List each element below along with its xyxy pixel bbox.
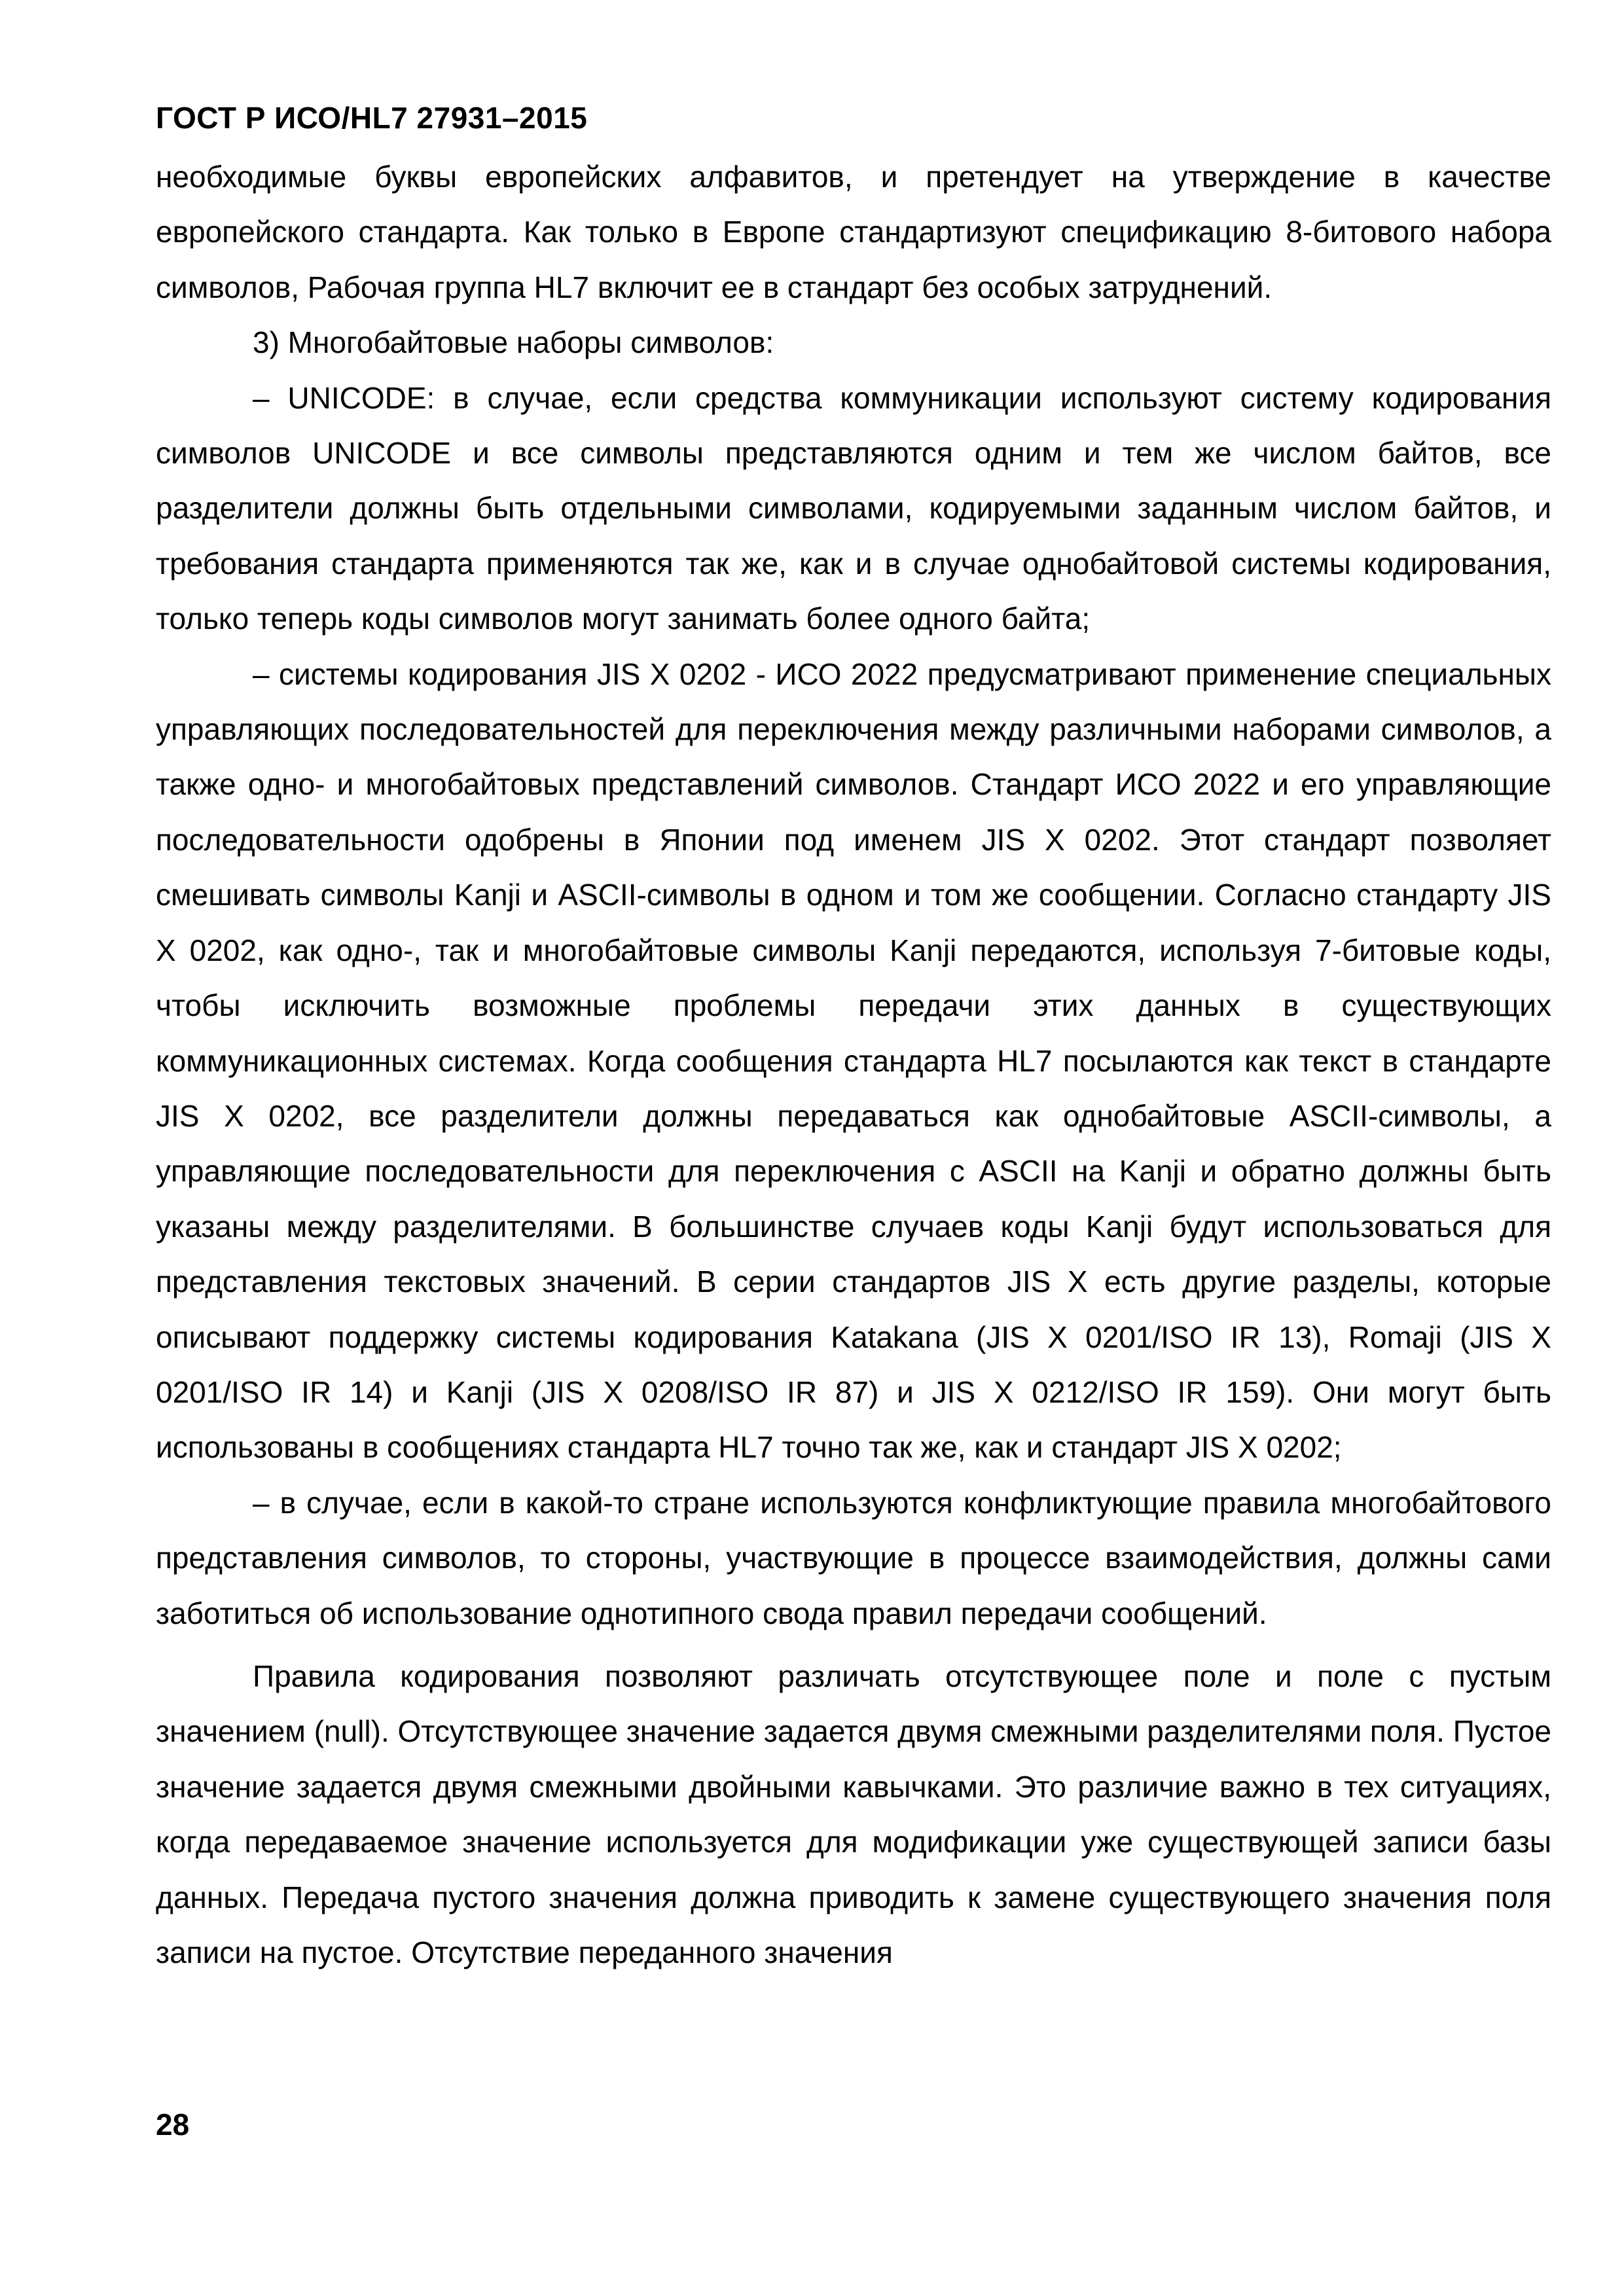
paragraph-conflicting-rules: – в случае, если в какой-то стране используются конфликтующие правила многобайтового представления символов, то стороны, участвующие в процессе взаимодействия, должны сами заботиться об использование однотипного свода правил передачи сообщений.	[156, 1485, 1551, 1630]
paragraph-null-values: Правила кодирования позволяют различать отсутствующее поле и поле с пустым значением (null). Отсутствующее значение задается двумя смежными разделителями поля. Пустое значение задается двумя смежными двойными кавычками. Это различие важно в тех ситуациях, когда передаваемое значение используется для модификации уже существующей записи базы данных. Передача пустого значения должна приводить к замене существующего значения поля записи на пустое. Отсутствие переданного значения	[156, 1659, 1551, 1969]
body-text	[156, 149, 1551, 1980]
paragraph-jis: – системы кодирования JIS X 0202 - ИСО 2022 предусматривают применение специальных управляющих последовательностей для переключения между различными наборами символов, а также одно- и многобайтовых представлений символов. Стандарт ИСО 2022 и его управляющие последовательности одобрены в Японии под именем JIS X 0202. Этот стандарт позволяет смешивать символы Kanji и ASCII-символы в одном и том же сообщении. Согласно стандарту JIS X 0202, как одно-, так и многобайтовые символы Kanji передаются, используя 7-битовые коды, чтобы исключить возможные проблемы передачи этих данных в существующих коммуникационных системах. Когда сообщения стандарта HL7 посылаются как текст в стандарте JIS X 0202, все разделители должны передаваться как однобайтовые ASCII-символы, а управляющие последовательности для переключения с ASCII на Kanji и обратно должны быть указаны между разделителями. В большинстве случаев коды Kanji будут использоваться для представления текстовых значений. В серии стандартов JIS X есть другие разделы, которые описывают поддержку системы кодирования Katakana (JIS X 0201/ISO IR 13), Romaji (JIS X 0201/ISO IR 14) и Kanji (JIS X 0208/ISO IR 87) и JIS X 0212/ISO IR 159). Они могут быть использованы в сообщениях стандарта HL7 точно так же, как и стандарт JIS X 0202;	[156, 656, 1551, 1465]
paragraph-unicode: – UNICODE: в случае, если средства коммуникации используют систему кодирования символов UNICODE и все символы представляются одним и тем же числом байтов, все разделители должны быть отдельными символами, кодируемыми заданным числом байтов, и требования стандарта применяются так же, как и в случае однобайтовой системы кодирования, только теперь коды символов могут занимать более одного байта;	[156, 380, 1551, 636]
document-header: ГОСТ Р ИСО/HL7 27931–2015	[156, 101, 588, 135]
paragraph-multibyte-heading: 3) Многобайтовые наборы символов:	[253, 325, 774, 360]
paragraph-continuation: необходимые буквы европейских алфавитов, и претендует на утверждение в качестве европейского стандарта. Как только в Европе стандартизуют спецификацию 8-битового набора символов, Рабочая группа HL7 включит ее в стандарт без особых затруднений.	[156, 160, 1551, 304]
page-number: 28	[156, 2108, 190, 2142]
